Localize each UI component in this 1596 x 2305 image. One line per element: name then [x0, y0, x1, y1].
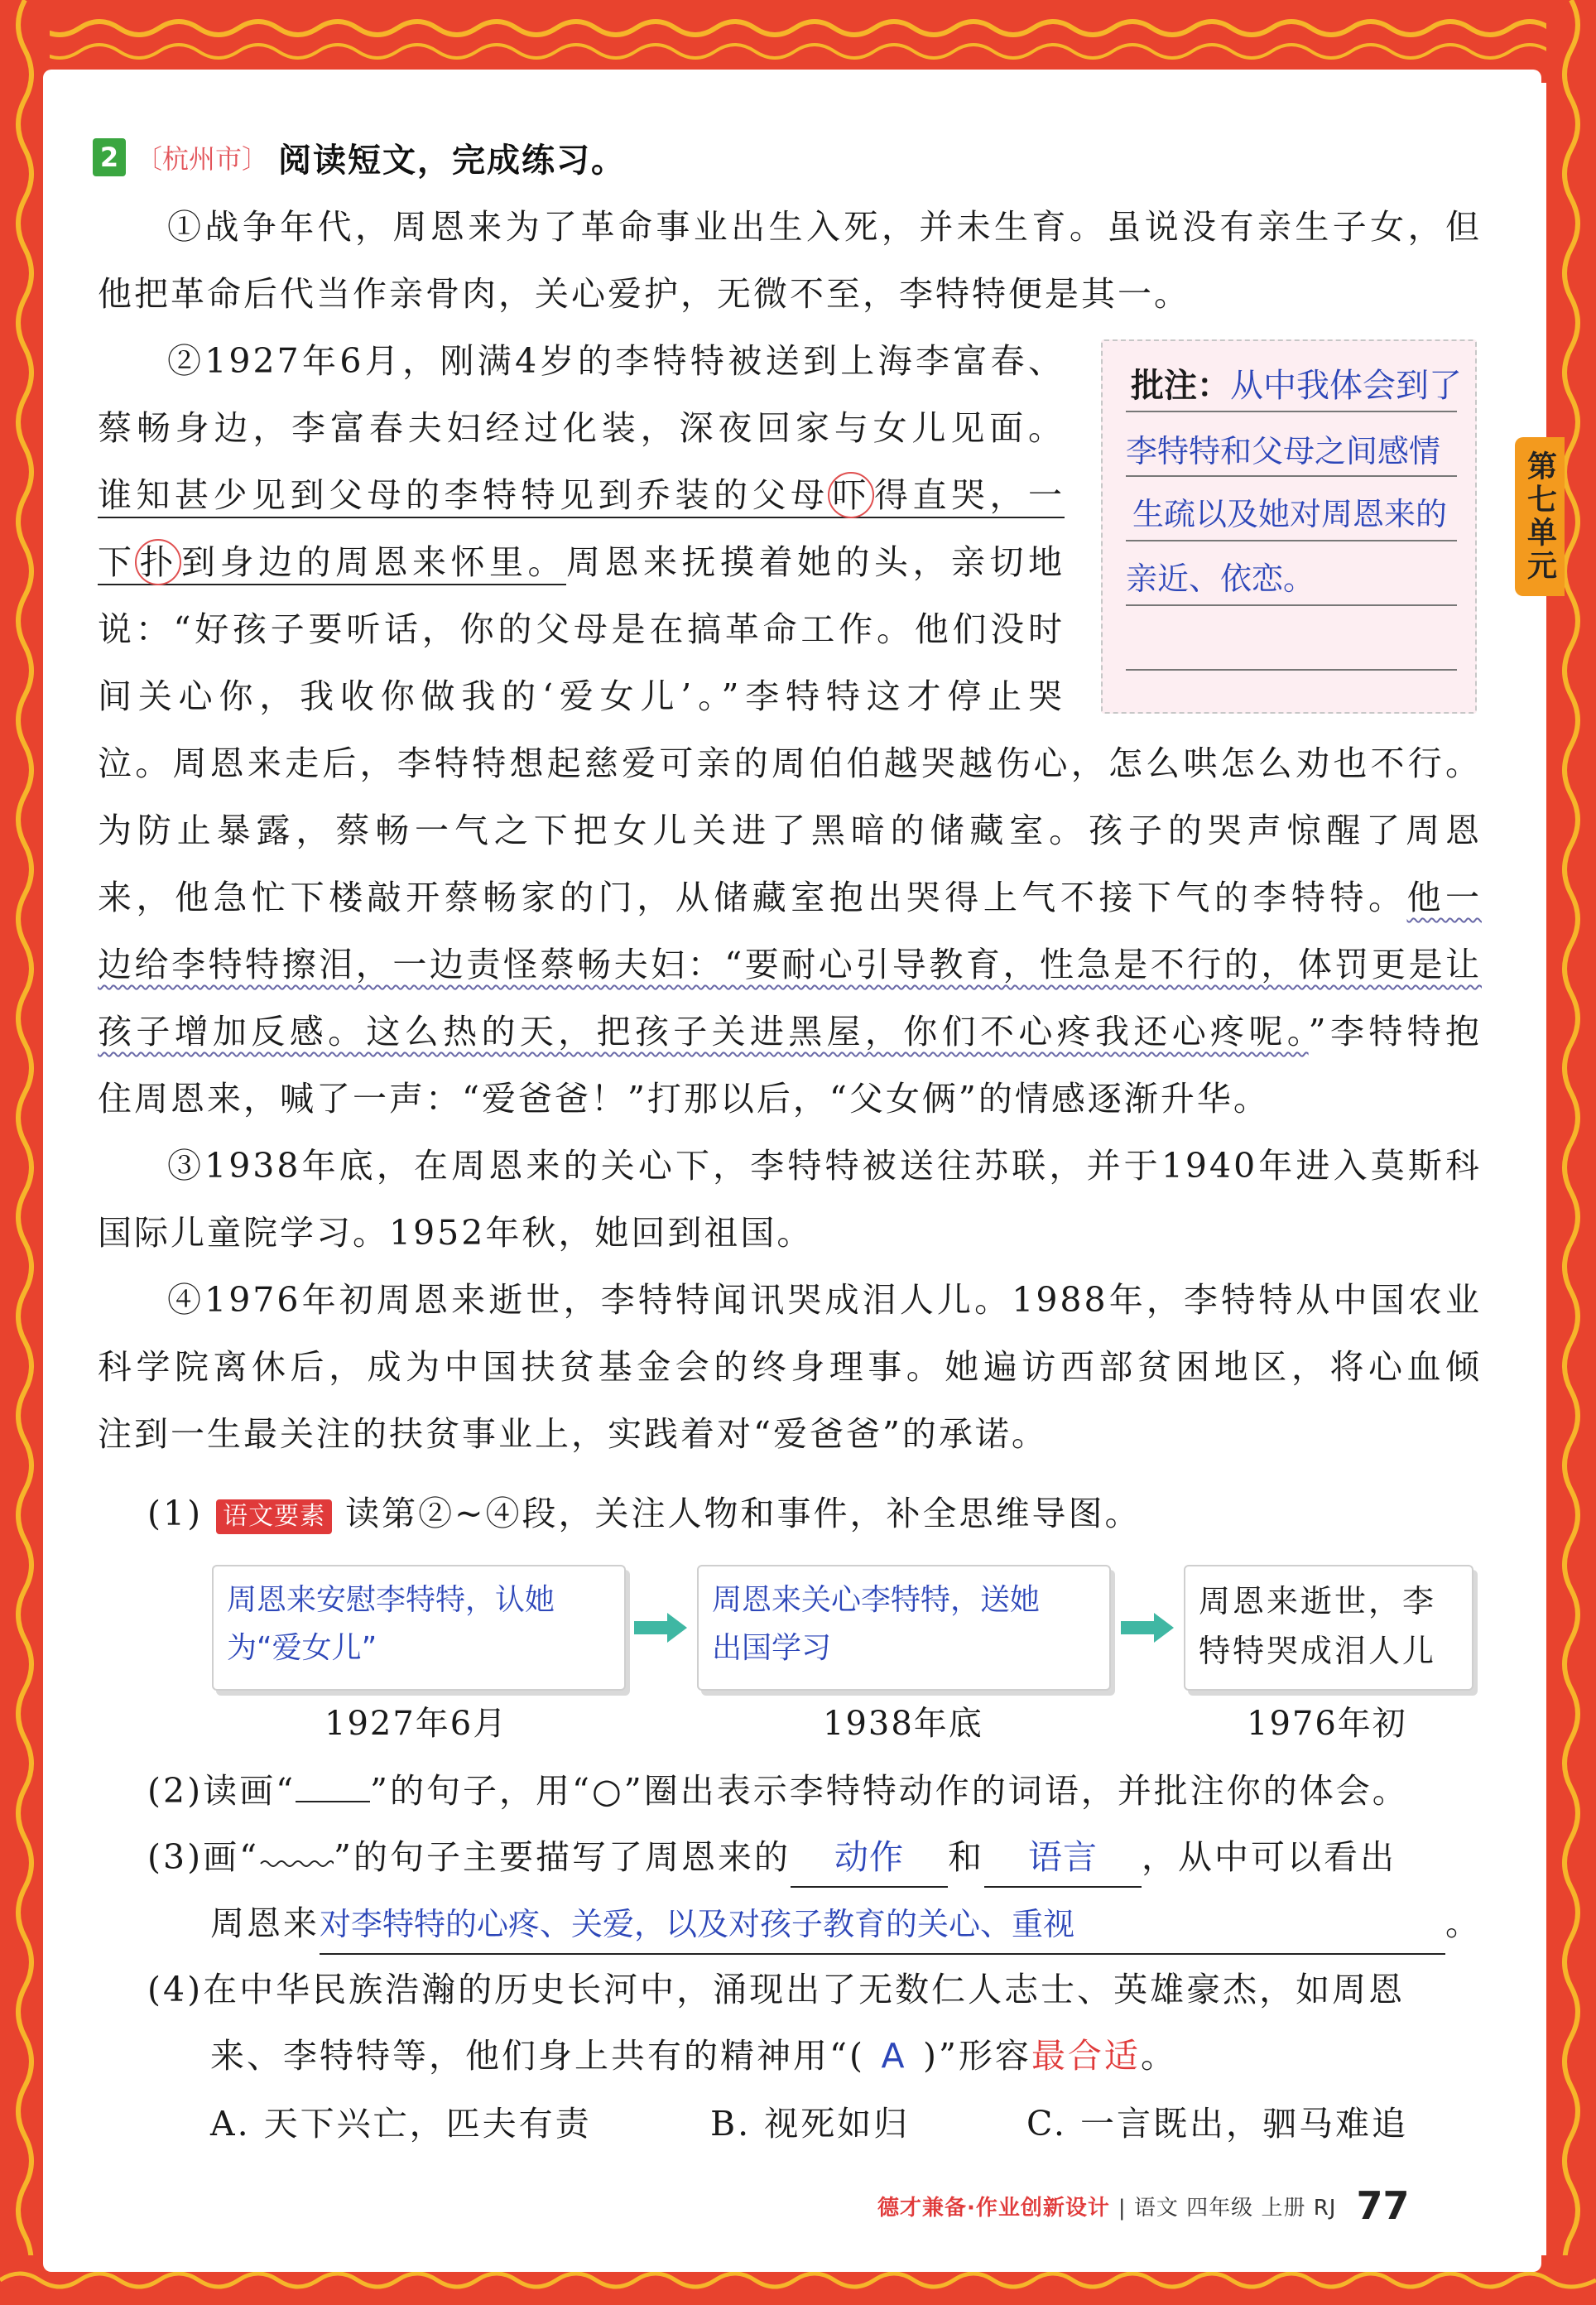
q2-text: ”的句子，用“○”圈出表示李特特动作的词语，并批注你的体会。	[370, 1771, 1409, 1811]
q1-line	[147, 1485, 1142, 1542]
q3-line-2	[210, 1894, 1482, 1955]
annotation-handwriting: 亲近、依恋。	[1126, 561, 1315, 597]
q3-text: 周恩来	[210, 1903, 320, 1943]
q3-text: 画“	[203, 1837, 260, 1877]
passage-line: 住周恩来，喊了一声：“爱爸爸！”打那以后，“父女俩”的情感逐渐升华。	[98, 1079, 1270, 1119]
q4-line	[147, 1961, 1405, 2019]
sentence-part: 谁知甚少见到父母的李特特见到乔装的父母	[98, 475, 829, 515]
passage-line-wavy	[98, 931, 1482, 999]
question-title: 阅读短文，完成练习。	[278, 141, 627, 180]
annotation-label: 批注：	[1131, 367, 1230, 405]
passage-line: 他把革命后代当作亲骨肉，关心爱护，无微不至，李特特便是其一。	[98, 274, 1190, 314]
q4-answer[interactable]: A	[881, 2036, 907, 2076]
question-source: 〔杭州市〕	[136, 143, 269, 175]
annotation-rule	[1126, 411, 1457, 412]
straight-line-sample	[296, 1801, 370, 1802]
page-number: 77	[1356, 2183, 1410, 2228]
passage-line: 国际儿童院学习。1952年秋，她回到祖国。	[98, 1213, 814, 1253]
annotation-rule	[1126, 540, 1457, 541]
q3-line	[147, 1828, 1396, 1888]
wavy-sentence: 边给李特特擦泪，一边责怪蔡畅夫妇：“要耐心引导教育，性急是不行的，体罚更是让	[98, 945, 1482, 984]
passage-line: ①战争年代，周恩来为了革命事业出生入死，并未生育。虽说没有亲生子女，但	[167, 207, 1482, 247]
mindmap-text: 为“爱女儿”	[227, 1631, 377, 1665]
passage-line: 科学院离休后，成为中国扶贫基金会的终身理事。她遍访西部贫困地区，将心血倾	[98, 1347, 1482, 1387]
sentence-part: 下	[98, 542, 137, 582]
decorative-frame-left	[0, 0, 50, 2305]
mindmap-arrow-icon	[634, 1611, 687, 1644]
mindmap-date: 1927年6月	[324, 1705, 508, 1743]
underlined-sentence	[98, 542, 566, 585]
q4-option: B. 视死如归	[710, 2104, 911, 2144]
q4-option: C. 一言既出，驷马难追	[1026, 2104, 1408, 2144]
sentence-part: ”李特特抱	[1308, 1012, 1482, 1051]
q3-answer-1[interactable]: 动作	[791, 1828, 948, 1888]
mindmap-date: 1938年底	[823, 1705, 983, 1743]
passage-line: 蔡畅身边，李富春夫妇经过化装，深夜回家与女儿见面。	[98, 408, 1065, 448]
unit-tab: 第七单元	[1515, 437, 1565, 596]
q2-number: (2)	[147, 1771, 204, 1811]
mindmap-text: 特特哭成泪人儿	[1199, 1633, 1437, 1669]
mindmap-text: 出国学习	[712, 1631, 832, 1665]
sentence-part: 来，他急忙下楼敲开蔡畅家的门，从储藏室抱出哭得上气不接下气的李特特。	[98, 878, 1407, 917]
decorative-frame-right	[1546, 0, 1596, 2305]
annotation-rule	[1126, 669, 1457, 671]
annotation-rule	[1126, 604, 1457, 606]
mindmap-arrow-icon	[1121, 1611, 1174, 1644]
annotation-handwriting: 李特特和父母之间感情	[1126, 433, 1441, 469]
q4-emphasis: 最合适	[1031, 2036, 1141, 2076]
mindmap-text: 周恩来关心李特特，送她	[712, 1583, 1041, 1617]
annotation-box	[1101, 339, 1477, 714]
annotation-handwriting: 从中我体会到了	[1230, 367, 1462, 405]
q3-text: 。	[1445, 1903, 1482, 1943]
sentence-part: 得直哭，一	[872, 475, 1065, 515]
q4-option: A. 天下兴亡，匹夫有责	[210, 2104, 592, 2144]
q3-answer-2[interactable]: 语言	[984, 1828, 1142, 1888]
passage-line-underlined	[98, 529, 1065, 596]
passage-line: 说：“好孩子要听话，你的父母是在搞革命工作。他们没时	[98, 609, 1065, 649]
mindmap-date: 1976年初	[1247, 1705, 1407, 1743]
passage-line-wavy	[98, 864, 1482, 931]
q4-line-2	[210, 2027, 1177, 2085]
underlined-sentence	[98, 475, 1065, 518]
q4-text: 。	[1140, 2036, 1177, 2076]
question-header	[93, 132, 626, 182]
wavy-sentence: 孩子增加反感。这么热的天，把孩子关进黑屋，你们不心疼我还心疼呢。	[98, 1012, 1309, 1051]
wavy-sentence: 他一	[1406, 878, 1482, 917]
q1-text: 读第②~④段，关注人物和事件，补全思维导图。	[345, 1494, 1142, 1533]
passage-line: ②1927年6月，刚满4岁的李特特被送到上海李富春、	[167, 341, 1065, 381]
q1-tag: 语文要素	[216, 1499, 332, 1534]
footer-info: | 语文 四年级 上册 RJ	[1118, 2195, 1337, 2221]
question-number-badge: 2	[93, 138, 126, 176]
passage-line-wavy	[98, 999, 1482, 1066]
sentence-part: 到身边的周恩来怀里。	[179, 542, 566, 582]
q4-number: (4)	[147, 1970, 204, 2009]
passage-line: 泣。周恩来走后，李特特想起慈爱可亲的周伯伯越哭越伤心，怎么哄怎么劝也不行。	[98, 743, 1482, 783]
passage-line: 为防止暴露，蔡畅一气之下把女儿关进了黑暗的储藏室。孩子的哭声惊醒了周恩	[98, 811, 1482, 850]
mindmap-box-2	[697, 1565, 1111, 1691]
passage-line: 注到一生最关注的扶贫事业上，实践着对“爱爸爸”的承诺。	[98, 1414, 1048, 1454]
q3-answer-3[interactable]: 对李特特的心疼、关爱，以及对孩子教育的关心、重视	[320, 1895, 1445, 1955]
q2-line	[147, 1762, 1409, 1820]
passage-line-underlined	[98, 462, 1065, 529]
page-footer	[877, 2181, 1409, 2230]
q1-number: (1)	[147, 1494, 204, 1533]
q3-text: 和	[948, 1837, 985, 1877]
q3-number: (3)	[147, 1837, 204, 1877]
annotation-first-line	[1131, 361, 1462, 411]
mindmap-text: 周恩来安慰李特特，认她	[227, 1583, 555, 1617]
q4-text: 来、李特特等，他们身上共有的精神用“(	[210, 2036, 865, 2076]
mindmap-box-3	[1184, 1565, 1473, 1691]
passage-line: ④1976年初周恩来逝世，李特特闻讯哭成泪人儿。1988年，李特特从中国农业	[167, 1280, 1482, 1320]
wavy-line-sample	[259, 1828, 334, 1848]
annotation-handwriting: 生疏以及她对周恩来的	[1132, 496, 1448, 532]
mindmap-text: 周恩来逝世，李	[1199, 1583, 1437, 1619]
q3-text: ，从中可以看出	[1142, 1837, 1397, 1877]
annotation-rule	[1126, 475, 1457, 477]
q4-text: 在中华民族浩瀚的历史长河中，涌现出了无数仁人志士、英雄豪杰，如周恩	[203, 1970, 1406, 2009]
circled-word: 扑	[135, 539, 181, 585]
footer-brand: 德才兼备·作业创新设计	[877, 2195, 1110, 2221]
circled-word: 吓	[828, 472, 874, 518]
sentence-part: 周恩来抚摸着她的头，亲切地	[566, 542, 1065, 582]
q4-text: )”形容	[922, 2036, 1031, 2076]
q3-text: ”的句子主要描写了周恩来的	[334, 1837, 791, 1877]
q2-text: 读画“	[203, 1771, 296, 1811]
passage-line: 间关心你，我收你做我的‘爱女儿’。”李特特这才停止哭	[98, 676, 1065, 716]
mindmap-box-1	[212, 1565, 626, 1691]
passage-line: ③1938年底，在周恩来的关心下，李特特被送往苏联，并于1940年进入莫斯科	[167, 1146, 1482, 1186]
